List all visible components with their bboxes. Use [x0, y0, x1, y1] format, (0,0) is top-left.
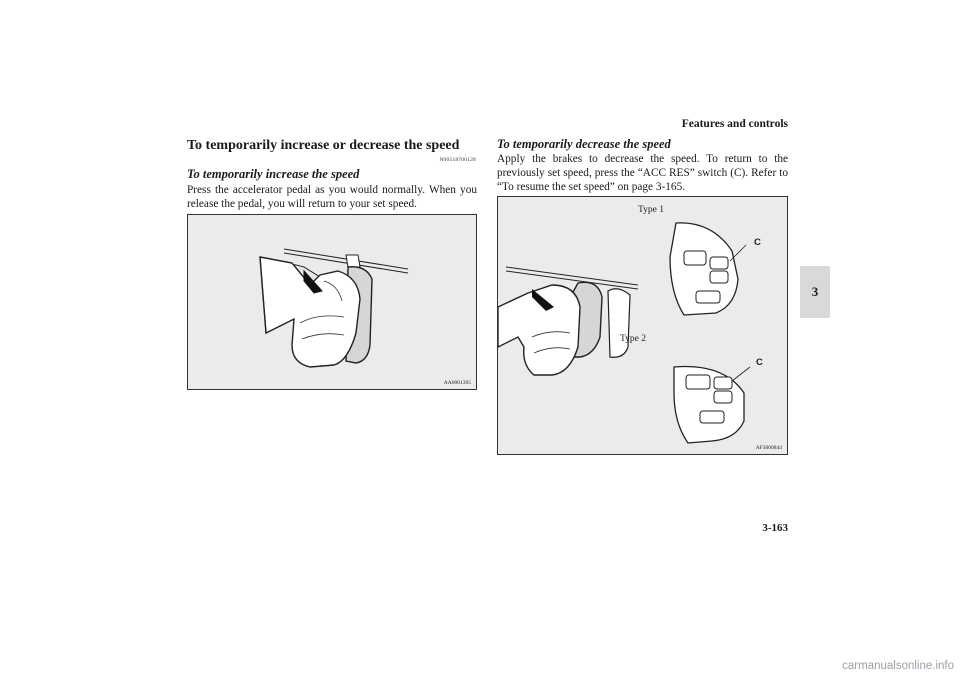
chapter-number: 3: [811, 284, 819, 299]
type-2-label: Type 2: [620, 334, 646, 344]
brake-and-switch-figure: [497, 196, 788, 455]
decrease-speed-heading: To temporarily decrease the speed: [497, 137, 671, 151]
chapter-tab: [800, 266, 830, 318]
accelerator-pedal-illustration: [188, 215, 478, 391]
callout-c-type-1: C: [754, 237, 761, 248]
callout-c-type-2: C: [756, 357, 763, 368]
running-header: Features and controls: [681, 118, 788, 130]
section-reference-code: N00518700128: [439, 157, 476, 163]
increase-speed-heading: To temporarily increase the speed: [187, 167, 360, 181]
watermark: carmanualsonline.info: [842, 660, 954, 672]
increase-speed-text: Press the accelerator pedal as you would normally. When you release the pedal, you will return to your set speed.: [187, 184, 477, 210]
decrease-speed-text: Apply the brakes to decrease the speed. To return to the previously set speed, press the “ACC RES” switch (C). Refer to “To resume the set speed” on page 3-165.: [497, 153, 788, 193]
type-1-label: Type 1: [638, 205, 664, 215]
brake-pedal-illustration: [498, 197, 789, 456]
figure-code: AA0001395: [443, 380, 471, 386]
accelerator-pedal-figure: [187, 214, 477, 390]
page-number: 3-163: [762, 522, 788, 534]
figure-code: AF3000844: [755, 445, 782, 451]
section-title: To temporarily increase or decrease the speed: [187, 138, 460, 153]
